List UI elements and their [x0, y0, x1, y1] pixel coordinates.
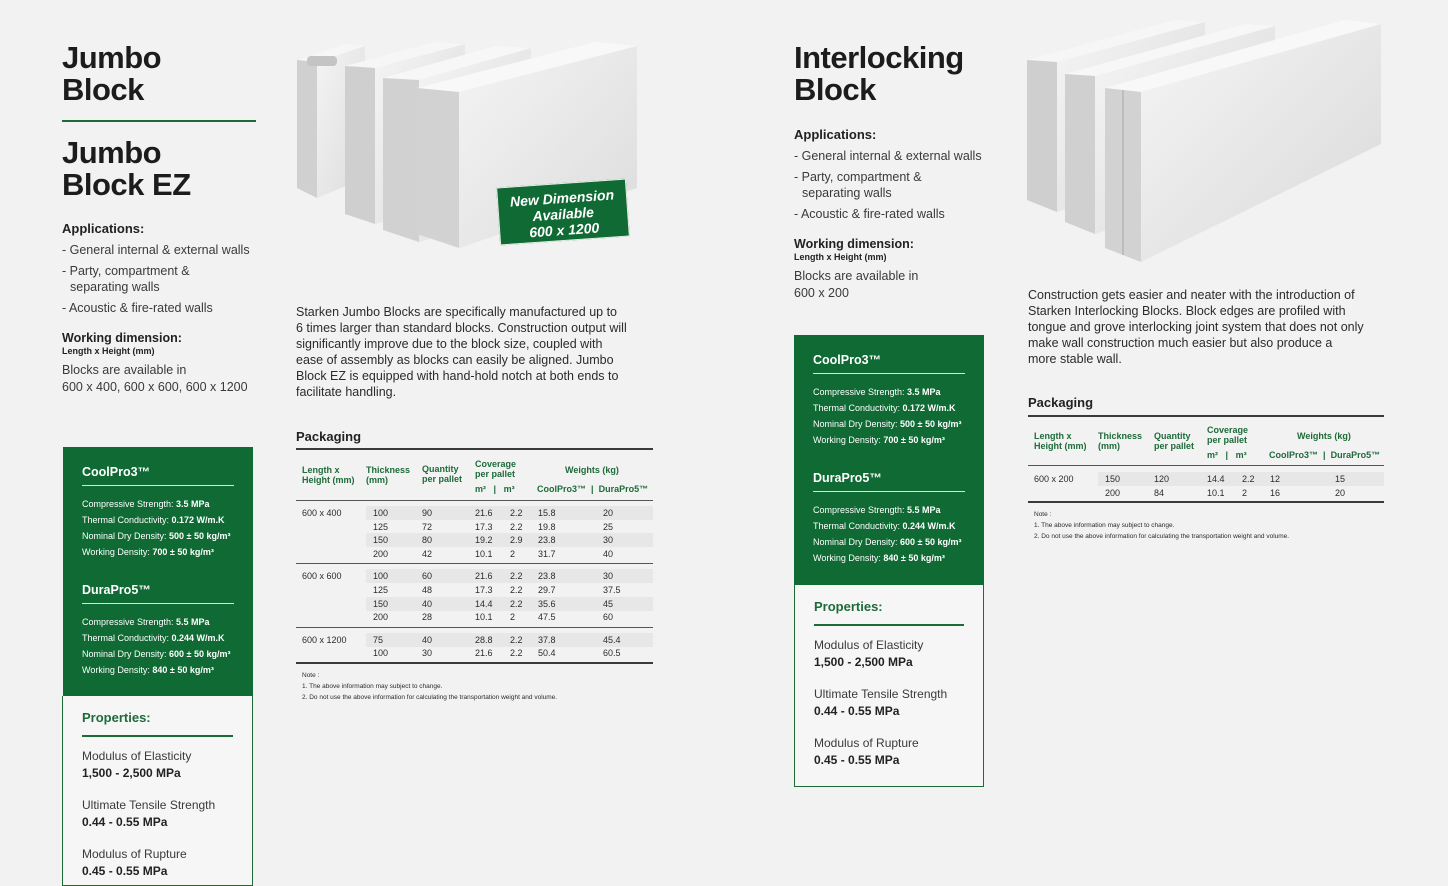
col-header-weights: Weights (kg)	[1297, 431, 1351, 441]
table-cell: 200	[1105, 487, 1121, 498]
table-cell: 15.8	[538, 508, 556, 518]
coolpro-heading: CoolPro3™	[813, 353, 882, 367]
unit-m2: m²	[1207, 450, 1218, 460]
packaging-table-interlocking	[1028, 417, 1384, 512]
note-line: 2. Do not use the above information for calculating the transportation weight and volume.	[1034, 533, 1290, 540]
header-text: per pallet	[1207, 435, 1248, 445]
description-line: 6 times larger than standard blocks. Construction output will	[296, 321, 627, 335]
table-cell: 2.9	[510, 535, 523, 546]
durapro-heading: DuraPro5™	[813, 471, 882, 485]
working-dimension-section-right	[794, 237, 994, 302]
spec-line	[813, 534, 965, 550]
table-cell: 25	[603, 521, 614, 532]
block-side	[297, 60, 317, 198]
spec-line	[813, 550, 965, 566]
table-cell: 80	[422, 535, 433, 546]
header-text: Height (mm)	[1034, 441, 1087, 451]
spec-label: Nominal Dry Density:	[82, 531, 170, 541]
header-text: Coverage	[1207, 425, 1249, 435]
note-line: 2. Do not use the above information for calculating the transportation weight and volume.	[302, 694, 558, 701]
applications-heading: Applications:	[62, 221, 145, 236]
table-cell: 37.5	[603, 585, 621, 595]
table-cell: 2	[510, 612, 516, 623]
note-line: 1. The above information may subject to change.	[302, 683, 443, 690]
table-cell: 17.3	[475, 521, 493, 532]
property-label: Ultimate Tensile Strength	[814, 687, 948, 701]
separator: |	[1225, 450, 1229, 460]
table-cell: 30	[603, 535, 614, 546]
group-divider	[296, 627, 653, 628]
packaging-heading: Packaging	[296, 429, 362, 444]
spec-value: 600 ± 50 kg/m³	[900, 537, 962, 547]
col-header-weight-types	[537, 484, 648, 494]
property-value: 1,500 - 2,500 MPa	[82, 766, 181, 780]
spec-line	[813, 416, 965, 432]
block-side	[383, 78, 419, 242]
spec-label: Compressive Strength:	[813, 387, 908, 397]
spec-value: 700 ± 50 kg/m³	[152, 547, 214, 557]
applications-section-right	[794, 127, 994, 227]
description-line: Construction gets easier and neater with the introduction of	[1028, 288, 1355, 302]
spec-line	[813, 432, 965, 448]
property-label: Modulus of Rupture	[82, 847, 187, 861]
col-header-weights: Weights (kg)	[565, 465, 619, 475]
table-cell: 45	[603, 598, 614, 609]
header-text: (mm)	[1098, 441, 1120, 451]
unit-m3: m³	[503, 484, 515, 494]
table-cell: 40	[422, 598, 433, 609]
header-text: Height (mm)	[302, 475, 355, 485]
table-cell: 23.8	[538, 535, 556, 546]
table-cell: 84	[1154, 487, 1165, 498]
interlocking-description	[1028, 287, 1408, 367]
note-line: 1. The above information may subject to change.	[1034, 522, 1175, 529]
property-value: 1,500 - 2,500 MPa	[814, 655, 913, 669]
packaging-table-jumbo	[296, 450, 653, 700]
table-cell: 19.8	[538, 521, 556, 532]
spec-value: 0.244 W/m.K	[171, 633, 225, 643]
table-cell: 50.4	[538, 648, 556, 659]
working-dimension-sub: Length x Height (mm)	[794, 252, 887, 262]
table-cell: 2	[510, 548, 516, 559]
header-text: per pallet	[422, 474, 463, 484]
application-item: - Acoustic & fire-rated walls	[794, 207, 945, 221]
col-header-units	[1207, 450, 1247, 460]
title-line: Block	[62, 72, 144, 107]
working-dimension-section	[62, 331, 272, 396]
spec-label: Working Density:	[82, 665, 153, 675]
description-line: more stable wall.	[1028, 352, 1122, 366]
spec-box-left	[63, 447, 253, 696]
note-heading: Note :	[1034, 511, 1052, 518]
coolpro-heading: CoolPro3™	[82, 465, 151, 479]
row-size: 600 x 200	[1034, 474, 1074, 484]
table-cell: 150	[373, 598, 389, 609]
spec-line	[82, 646, 234, 662]
spec-value: 0.172 W/m.K	[171, 515, 225, 525]
separator: |	[591, 484, 594, 494]
col-header-coverage	[475, 459, 516, 479]
table-cell: 2	[1242, 487, 1248, 498]
spec-label: Working Density:	[813, 435, 884, 445]
property-label: Modulus of Elasticity	[814, 638, 924, 652]
table-bottom-rule	[1028, 501, 1384, 503]
table-cell: 2.2	[510, 521, 523, 532]
table-cell: 21.6	[475, 571, 493, 582]
table-cell: 14.4	[475, 598, 493, 609]
working-dimension-heading: Working dimension:	[62, 331, 182, 345]
col-header-length	[302, 465, 355, 485]
working-dimension-sizes: 600 x 200	[794, 286, 849, 300]
applications-heading: Applications:	[794, 127, 877, 142]
header-text: Coverage	[475, 459, 517, 469]
properties-box-right	[794, 585, 984, 787]
durapro-heading: DuraPro5™	[82, 583, 151, 597]
spec-label: Compressive Strength:	[82, 499, 177, 509]
spec-value: 0.172 W/m.K	[902, 403, 956, 413]
property-label: Modulus of Elasticity	[82, 749, 192, 763]
spec-label: Working Density:	[813, 553, 884, 563]
description-line: tongue and grove interlocking joint system that does not only	[1028, 320, 1364, 334]
table-cell: 47.5	[538, 612, 556, 623]
working-dimension-sub: Length x Height (mm)	[62, 346, 155, 356]
table-cell: 100	[373, 648, 389, 659]
spec-value: 5.5 MPa	[907, 505, 941, 515]
col-header-coverage	[1207, 425, 1248, 445]
group-divider	[296, 563, 653, 564]
table-cell: 21.6	[475, 508, 493, 518]
interlocking-block-image	[1025, 12, 1385, 264]
header-text: Thickness	[366, 465, 411, 475]
table-cell: 10.1	[475, 612, 493, 623]
properties-heading: Properties:	[82, 710, 151, 725]
applications-section	[62, 221, 262, 321]
divider	[813, 491, 965, 492]
table-cell: 60	[422, 571, 433, 582]
spec-line	[82, 544, 234, 560]
table-cell: 120	[1154, 474, 1170, 484]
title-line: Jumbo	[62, 40, 162, 75]
title-divider	[62, 120, 256, 122]
spec-line	[813, 518, 965, 534]
title-line: Block EZ	[62, 167, 191, 202]
spec-line	[82, 662, 234, 678]
application-item: - General internal & external walls	[62, 243, 250, 257]
spec-value: 3.5 MPa	[907, 387, 941, 397]
application-item: separating walls	[70, 280, 160, 294]
col-header-length	[1034, 431, 1087, 451]
col-header-quantity	[1154, 431, 1194, 451]
packaging-heading: Packaging	[1028, 395, 1094, 410]
table-cell: 200	[373, 612, 389, 623]
jumbo-block-title	[62, 42, 161, 106]
spec-value: 5.5 MPa	[176, 617, 210, 627]
working-dimension-heading: Working dimension:	[794, 237, 914, 251]
block-side	[1065, 74, 1095, 234]
description-line: Starken Interlocking Blocks. Block edges are profiled with	[1028, 304, 1346, 318]
property-value: 0.45 - 0.55 MPa	[82, 864, 168, 878]
application-item: - Party, compartment &	[62, 264, 190, 278]
spec-value: 500 ± 50 kg/m³	[169, 531, 231, 541]
table-cell: 17.3	[475, 585, 493, 595]
table-cell: 2.2	[510, 571, 523, 582]
spec-value: 600 ± 50 kg/m³	[169, 649, 231, 659]
table-cell: 100	[373, 508, 389, 518]
table-cell: 10.1	[1207, 487, 1225, 498]
properties-box-left	[62, 696, 253, 886]
table-cell: 30	[422, 648, 433, 659]
table-cell: 2.2	[510, 634, 523, 645]
spec-box-right	[794, 335, 984, 585]
col-header-thickness	[366, 465, 410, 485]
spec-label: Thermal Conductivity:	[813, 521, 903, 531]
spec-value: 500 ± 50 kg/m³	[900, 419, 962, 429]
weight-type: DuraPro5™	[598, 484, 649, 494]
application-item: separating walls	[802, 186, 892, 200]
properties-heading: Properties:	[814, 599, 883, 614]
application-item: - Acoustic & fire-rated walls	[62, 301, 213, 315]
table-cell: 10.1	[475, 548, 493, 559]
row-size: 600 x 400	[302, 508, 342, 518]
header-text: (mm)	[366, 475, 388, 485]
divider	[814, 624, 964, 626]
spec-label: Working Density:	[82, 547, 153, 557]
spec-value: 840 ± 50 kg/m³	[883, 553, 945, 563]
table-cell: 16	[1270, 487, 1281, 498]
col-header-quantity	[422, 464, 462, 484]
table-cell: 200	[373, 548, 389, 559]
col-header-weight-types	[1269, 450, 1380, 460]
note-heading: Note :	[302, 672, 320, 679]
spec-line	[82, 614, 234, 630]
header-text: per pallet	[475, 469, 516, 479]
block-side	[417, 88, 459, 248]
table-cell: 12	[1270, 474, 1281, 484]
spec-line	[813, 384, 965, 400]
table-cell: 35.6	[538, 598, 556, 609]
weight-type: DuraPro5™	[1330, 450, 1381, 460]
table-cell: 2.2	[510, 648, 523, 659]
application-item: - General internal & external walls	[794, 149, 982, 163]
jumbo-block-ez-title	[62, 137, 191, 201]
notes-jumbo	[302, 670, 557, 703]
table-cell: 100	[373, 571, 389, 582]
spec-value: 840 ± 50 kg/m³	[152, 665, 214, 675]
new-dimension-badge	[496, 179, 630, 246]
table-bottom-rule	[296, 662, 653, 664]
table-cell: 75	[373, 634, 384, 645]
table-cell: 37.8	[538, 634, 556, 645]
divider	[82, 603, 234, 604]
table-cell: 19.2	[475, 535, 493, 546]
table-cell: 40	[603, 548, 614, 559]
table-cell: 60	[603, 612, 614, 623]
header-text: Length x	[302, 465, 340, 475]
badge-line: 600 x 1200	[528, 219, 600, 241]
spec-label: Compressive Strength:	[813, 505, 908, 515]
table-cell: 28	[422, 612, 433, 623]
row-size: 600 x 600	[302, 571, 342, 582]
block-side	[1027, 60, 1057, 212]
divider	[813, 373, 965, 374]
spec-value: 700 ± 50 kg/m³	[883, 435, 945, 445]
title-line: Interlocking	[794, 40, 964, 75]
description-line: Starken Jumbo Blocks are specifically manufactured up to	[296, 305, 617, 319]
application-item: - Party, compartment &	[794, 170, 922, 184]
table-cell: 40	[422, 634, 433, 645]
spec-label: Thermal Conductivity:	[813, 403, 903, 413]
spec-line	[82, 528, 234, 544]
badge-line: Available	[531, 203, 595, 225]
table-cell: 2.2	[510, 598, 523, 609]
table-cell: 42	[422, 548, 433, 559]
description-line: facilitate handling.	[296, 385, 397, 399]
separator: |	[1323, 450, 1326, 460]
unit-m2: m²	[475, 484, 486, 494]
table-cell: 23.8	[538, 571, 556, 582]
header-text: Quantity	[1154, 431, 1191, 441]
property-label: Ultimate Tensile Strength	[82, 798, 216, 812]
spec-value: 0.244 W/m.K	[902, 521, 956, 531]
property-value: 0.44 - 0.55 MPa	[82, 815, 168, 829]
table-cell: 125	[373, 521, 389, 532]
property-value: 0.45 - 0.55 MPa	[814, 753, 900, 767]
spec-label: Compressive Strength:	[82, 617, 177, 627]
header-text: per pallet	[1154, 441, 1195, 451]
spec-line	[82, 496, 234, 512]
hand-notch	[307, 56, 337, 66]
spec-value: 3.5 MPa	[176, 499, 210, 509]
spec-line	[82, 512, 234, 528]
spec-label: Nominal Dry Density:	[813, 419, 901, 429]
table-cell: 2.2	[510, 585, 523, 595]
table-cell: 29.7	[538, 585, 556, 595]
table-cell: 90	[422, 508, 433, 518]
unit-m3: m³	[1235, 450, 1247, 460]
table-cell: 2.2	[510, 508, 523, 518]
table-cell: 21.6	[475, 648, 493, 659]
table-cell: 28.8	[475, 634, 493, 645]
block-side	[345, 66, 375, 224]
table-cell: 150	[373, 535, 389, 546]
header-text: Length x	[1034, 431, 1072, 441]
weight-type: CoolPro3™	[537, 484, 587, 494]
description-line: make wall construction much easier but also produce a	[1028, 336, 1333, 350]
table-cell: 20	[1335, 487, 1346, 498]
spec-line	[82, 630, 234, 646]
table-cell: 125	[373, 585, 389, 595]
table-cell: 30	[603, 571, 614, 582]
col-header-units	[475, 484, 515, 494]
spec-line	[813, 400, 965, 416]
badge-line: New Dimension	[509, 186, 615, 210]
table-cell: 60.5	[603, 648, 621, 659]
spec-label: Nominal Dry Density:	[813, 537, 901, 547]
title-line: Jumbo	[62, 135, 162, 170]
description-line: Block EZ is equipped with hand-hold notch at both ends to	[296, 369, 619, 383]
spec-label: Thermal Conductivity:	[82, 515, 172, 525]
table-cell: 15	[1335, 474, 1346, 484]
header-rule	[296, 500, 653, 501]
description-line: ease of assembly as blocks can easily be aligned. Jumbo	[296, 353, 614, 367]
property-value: 0.44 - 0.55 MPa	[814, 704, 900, 718]
working-dimension-text: Blocks are available in	[62, 363, 187, 377]
table-cell: 14.4	[1207, 474, 1225, 484]
table-cell: 31.7	[538, 548, 556, 559]
header-rule	[1028, 465, 1384, 466]
interlocking-block-title	[794, 42, 964, 106]
description-line: significantly improve due to the block size, coupled with	[296, 337, 603, 351]
working-dimension-text: Blocks are available in	[794, 269, 919, 283]
divider	[82, 485, 234, 486]
separator: |	[493, 484, 497, 494]
table-cell: 2.2	[1242, 474, 1255, 484]
table-cell: 150	[1105, 474, 1121, 484]
row-size: 600 x 1200	[302, 634, 347, 645]
spec-label: Nominal Dry Density:	[82, 649, 170, 659]
working-dimension-sizes: 600 x 400, 600 x 600, 600 x 1200	[62, 380, 248, 394]
jumbo-description	[296, 304, 666, 400]
spec-line	[813, 502, 965, 518]
col-header-thickness	[1098, 431, 1142, 451]
table-cell: 20	[603, 508, 614, 518]
title-line: Block	[794, 72, 876, 107]
property-label: Modulus of Rupture	[814, 736, 919, 750]
notes-interlocking	[1034, 509, 1289, 542]
header-text: Quantity	[422, 464, 459, 474]
spec-label: Thermal Conductivity:	[82, 633, 172, 643]
divider	[82, 735, 233, 737]
weight-type: CoolPro3™	[1269, 450, 1319, 460]
table-cell: 72	[422, 521, 433, 532]
header-text: Thickness	[1098, 431, 1143, 441]
table-cell: 48	[422, 585, 433, 595]
table-cell: 45.4	[603, 634, 621, 645]
